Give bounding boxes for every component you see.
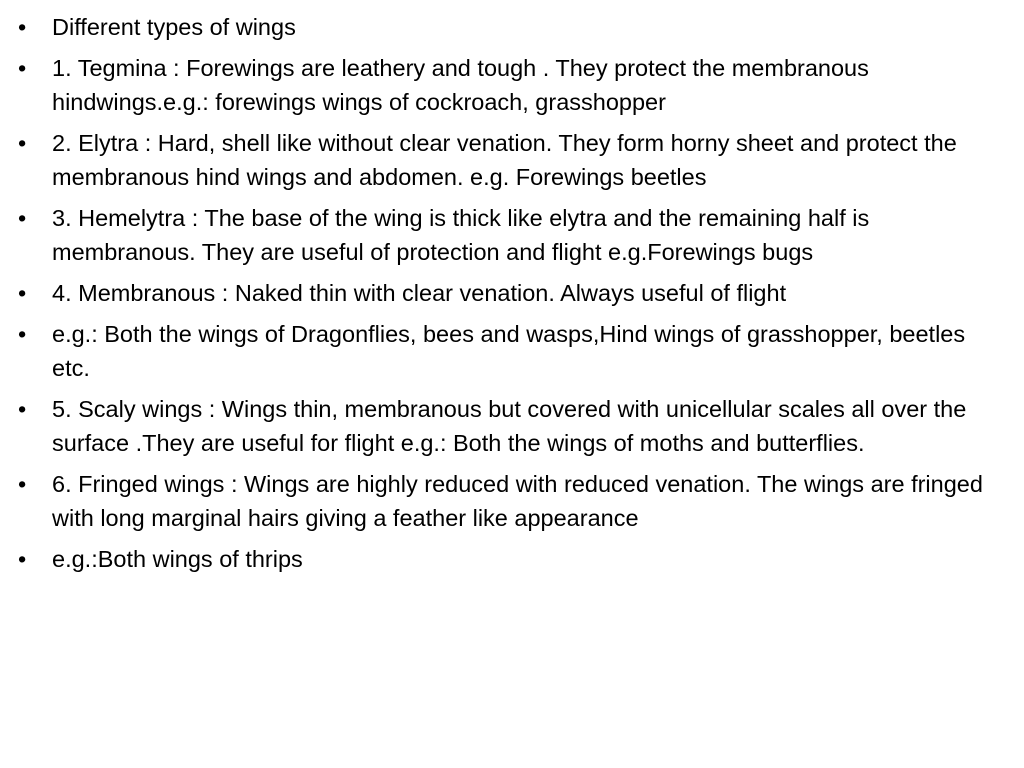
list-item bbox=[18, 542, 1000, 576]
list-item bbox=[18, 276, 1000, 310]
list-item bbox=[18, 467, 1000, 535]
bullet-list bbox=[18, 10, 1000, 576]
bullet-icon: • bbox=[18, 471, 27, 497]
bullet-icon: • bbox=[18, 396, 27, 422]
list-item bbox=[18, 317, 1000, 385]
list-item-text: e.g.:Both wings of thrips bbox=[52, 546, 303, 572]
list-item bbox=[18, 10, 1000, 44]
bullet-icon: • bbox=[18, 546, 27, 572]
bullet-icon: • bbox=[18, 14, 27, 40]
list-item-text: 6. Fringed wings : Wings are highly reduced with reduced venation. The wings are fringed with long marginal hairs giving a feather like appearance bbox=[52, 471, 983, 531]
list-item bbox=[18, 392, 1000, 460]
list-item-text: Different types of wings bbox=[52, 14, 296, 40]
list-item-text: 3. Hemelytra : The base of the wing is thick like elytra and the remaining half is membranous. They are useful of protection and flight e.g.Forewings bugs bbox=[52, 205, 870, 265]
bullet-icon: • bbox=[18, 130, 27, 156]
list-item-text: 1. Tegmina : Forewings are leathery and tough . They protect the membranous hindwings.e.g.: forewings wings of cockroach, grasshopper bbox=[52, 55, 869, 115]
bullet-icon: • bbox=[18, 321, 27, 347]
list-item bbox=[18, 51, 1000, 119]
bullet-icon: • bbox=[18, 280, 27, 306]
list-item-text: 4. Membranous : Naked thin with clear venation. Always useful of flight bbox=[52, 280, 787, 306]
list-item-text: e.g.: Both the wings of Dragonflies, bees and wasps,Hind wings of grasshopper, beetles etc. bbox=[52, 321, 966, 381]
bullet-icon: • bbox=[18, 205, 27, 231]
list-item bbox=[18, 126, 1000, 194]
list-item-text: 2. Elytra : Hard, shell like without clear venation. They form horny sheet and protect the membranous hind wings and abdomen. e.g. Forewings beetles bbox=[52, 130, 957, 190]
list-item bbox=[18, 201, 1000, 269]
bullet-icon: • bbox=[18, 55, 27, 81]
list-item-text: 5. Scaly wings : Wings thin, membranous but covered with unicellular scales all over the surface .They are useful for flight e.g.: Both the wings of moths and butterflies. bbox=[52, 396, 967, 456]
